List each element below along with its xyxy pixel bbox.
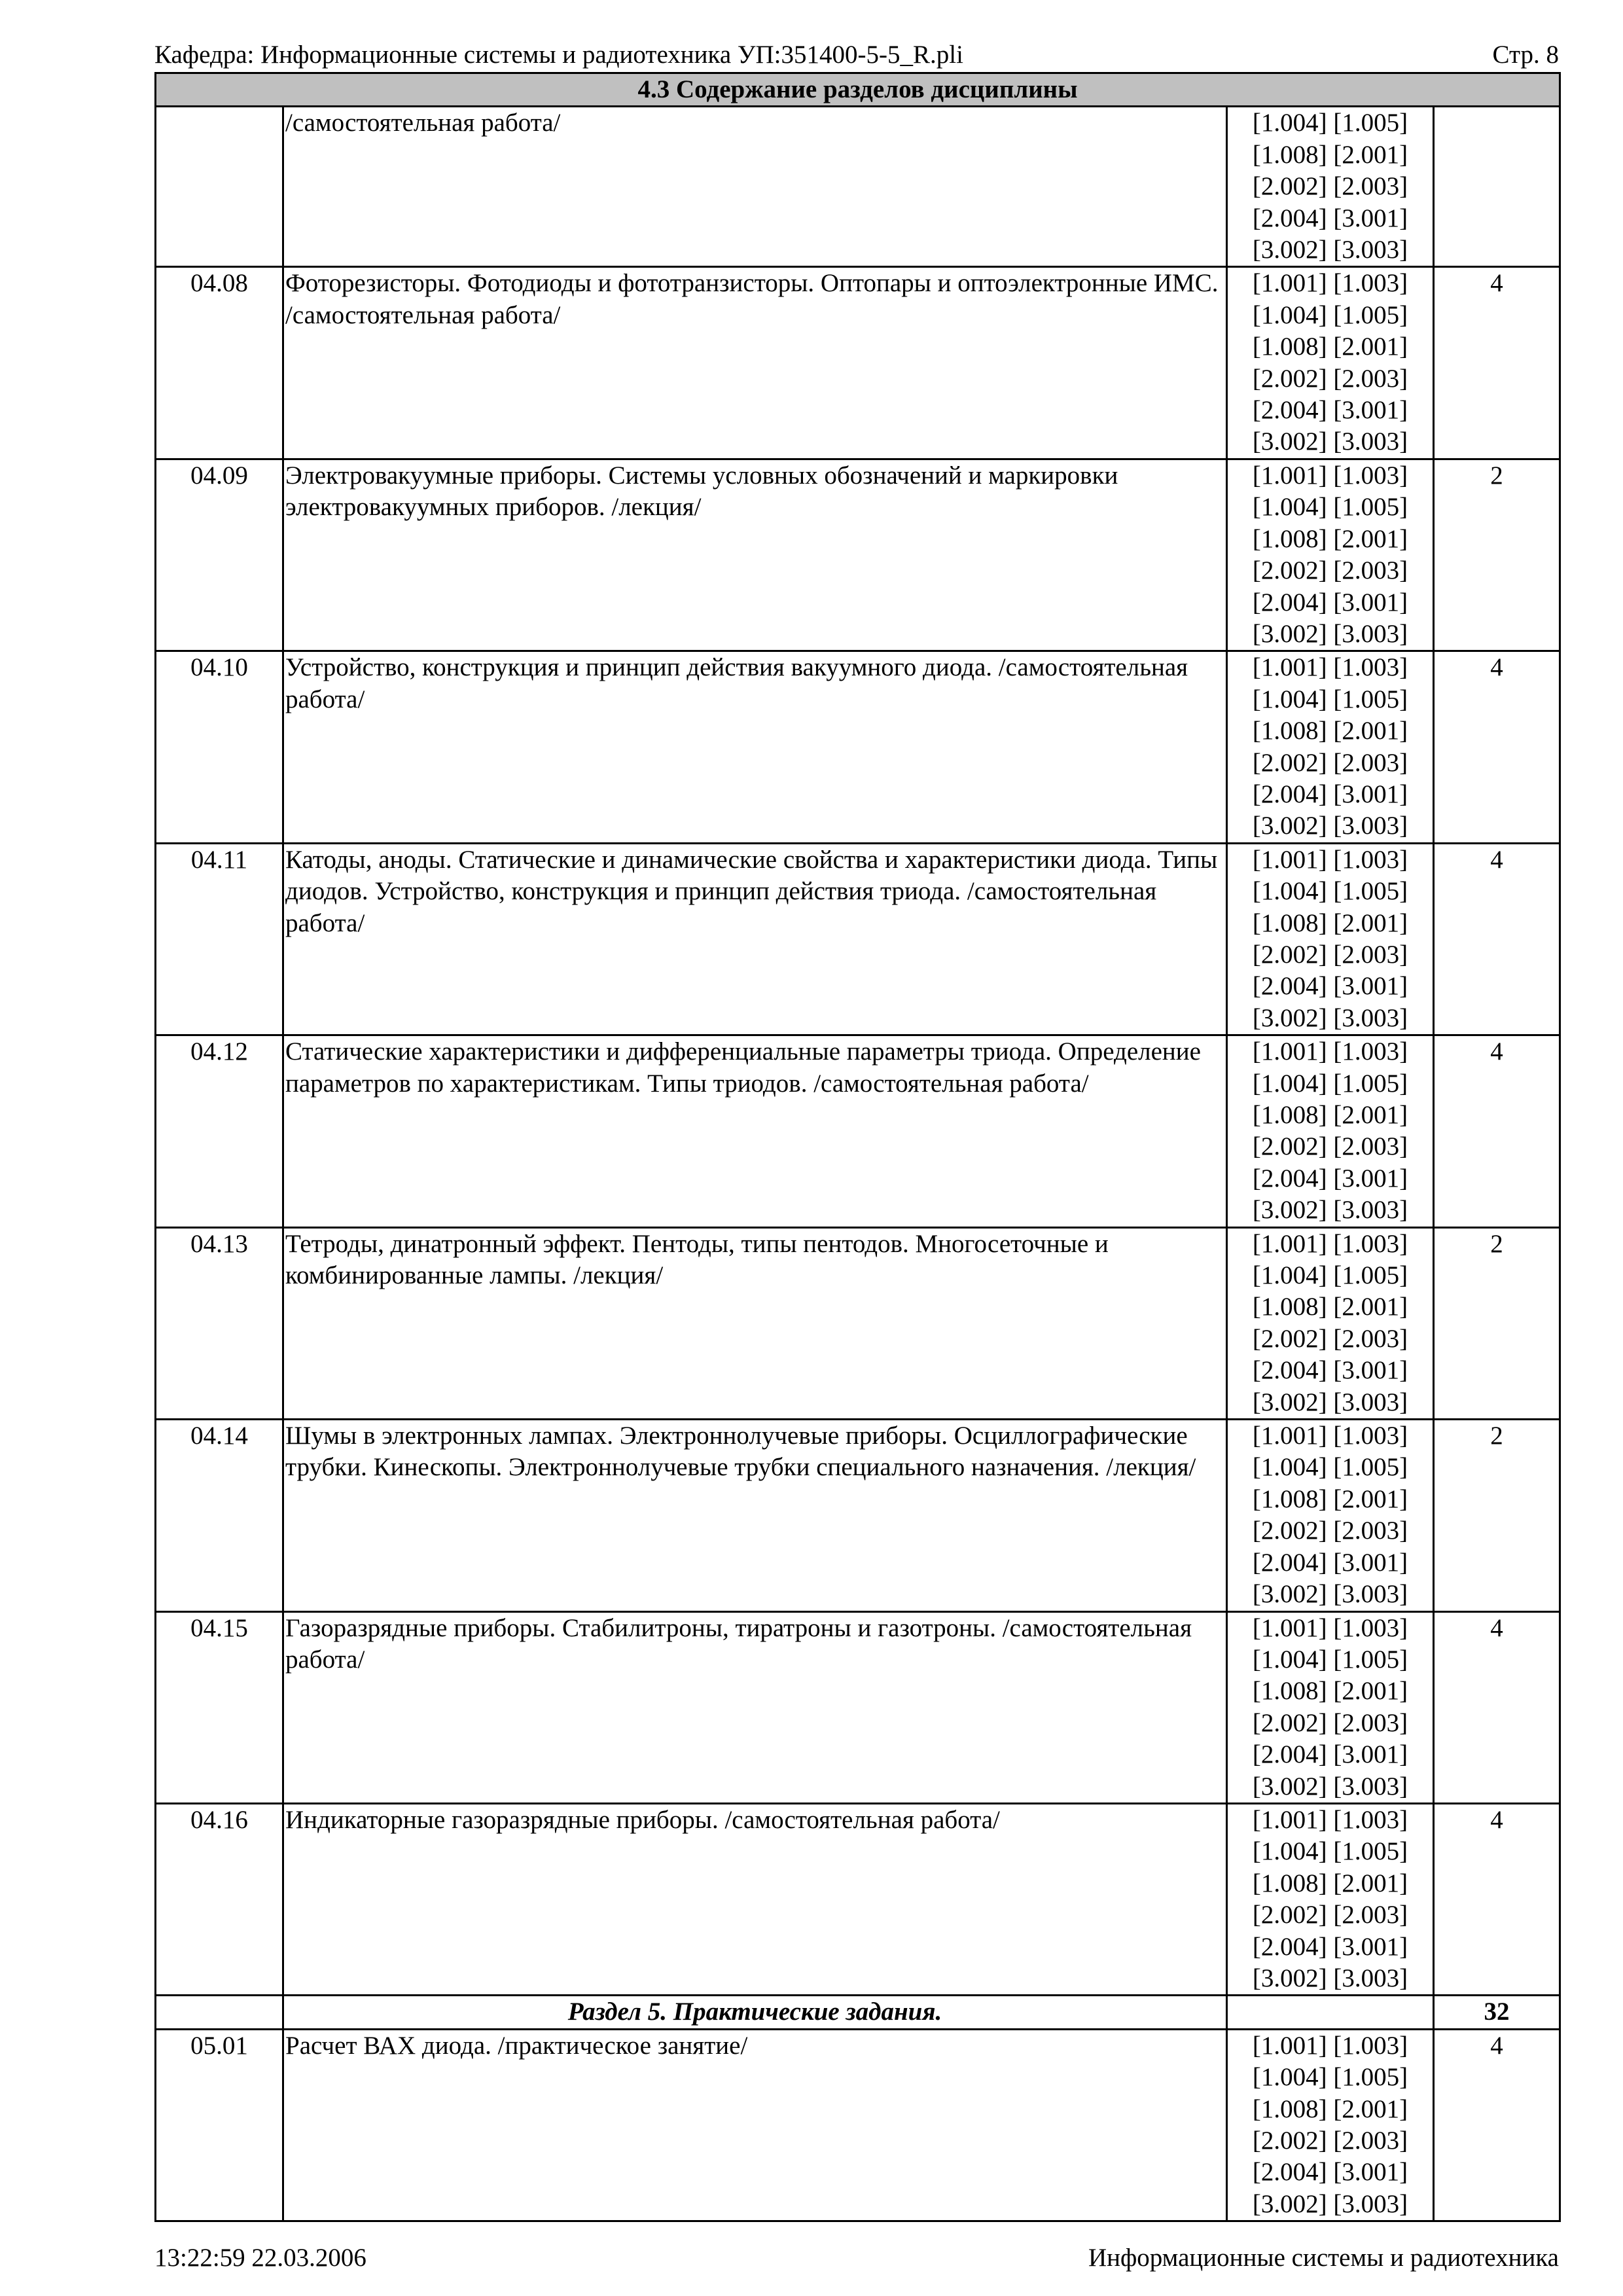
topic-references: [1227, 1227, 1434, 1419]
topic-references: [1227, 1611, 1434, 1803]
content-table: [154, 72, 1561, 2222]
reference-line: [1.001] [1.003]: [1252, 461, 1408, 490]
topic-hours: 4: [1434, 1803, 1560, 1995]
footer-department: Информационные системы и радиотехника: [1088, 2244, 1559, 2272]
table-row: [156, 459, 1560, 651]
topic-code: [156, 107, 283, 267]
reference-line: [1.008] [2.001]: [1252, 332, 1408, 361]
reference-line: [2.004] [3.001]: [1252, 1740, 1408, 1769]
table-row: [156, 1420, 1560, 1611]
topic-description: Статические характеристики и дифференциальные параметры триода. Определение параметров по характеристикам. Типы триодов. /самостоятельная работа/: [283, 1035, 1227, 1227]
reference-line: [2.004] [3.001]: [1252, 2158, 1408, 2187]
reference-line: [1.004] [1.005]: [1252, 1453, 1408, 1482]
reference-line: [1.004] [1.005]: [1252, 300, 1408, 329]
topic-description: Катоды, аноды. Статические и динамические свойства и характеристики диода. Типы диодов. Устройство, конструкция и принцип действия триода. /самостоятельная работа/: [283, 843, 1227, 1035]
reference-line: [3.002] [3.003]: [1252, 1003, 1408, 1032]
reference-line: [2.002] [2.003]: [1252, 940, 1408, 969]
reference-line: [2.004] [3.001]: [1252, 204, 1408, 232]
topic-description: Тетроды, динатронный эффект. Пентоды, типы пентодов. Многосеточные и комбинированные лампы. /лекция/: [283, 1227, 1227, 1419]
footer-timestamp: 13:22:59 22.03.2006: [154, 2244, 366, 2272]
topic-code: 04.13: [156, 1227, 283, 1419]
reference-line: [1.008] [2.001]: [1252, 717, 1408, 745]
topic-hours: 4: [1434, 2029, 1560, 2221]
reference-line: [2.002] [2.003]: [1252, 172, 1408, 201]
reference-line: [1.001] [1.003]: [1252, 1229, 1408, 1258]
reference-line: [1.008] [2.001]: [1252, 1677, 1408, 1706]
reference-line: [1.001] [1.003]: [1252, 1613, 1408, 1642]
topic-hours: 4: [1434, 1611, 1560, 1803]
reference-line: [1.001] [1.003]: [1252, 1037, 1408, 1066]
reference-line: [1.001] [1.003]: [1252, 269, 1408, 298]
topic-references: [1227, 843, 1434, 1035]
topic-code: 04.09: [156, 459, 283, 651]
reference-line: [3.002] [3.003]: [1252, 1580, 1408, 1609]
section-code-empty: [156, 1996, 283, 2029]
topic-code: 05.01: [156, 2029, 283, 2221]
topic-description: Устройство, конструкция и принцип действия вакуумного диода. /самостоятельная работа/: [283, 651, 1227, 843]
topic-hours: 2: [1434, 459, 1560, 651]
topic-description: Шумы в электронных лампах. Электроннолучевые приборы. Осциллографические трубки. Кинескопы. Электроннолучевые трубки специального назначения. /лекция/: [283, 1420, 1227, 1611]
reference-line: [1.008] [2.001]: [1252, 908, 1408, 937]
header-department: Кафедра: Информационные системы и радиотехника УП:351400-5-5_R.pli: [154, 41, 963, 69]
topic-code: 04.16: [156, 1803, 283, 1995]
reference-line: [1.001] [1.003]: [1252, 653, 1408, 682]
topic-description: Газоразрядные приборы. Стабилитроны, тиратроны и газотроны. /самостоятельная работа/: [283, 1611, 1227, 1803]
reference-line: [3.002] [3.003]: [1252, 1964, 1408, 1992]
table-row: [156, 843, 1560, 1035]
section-refs-empty: [1227, 1996, 1434, 2029]
topic-hours: [1434, 107, 1560, 267]
reference-line: [1.004] [1.005]: [1252, 2063, 1408, 2092]
reference-line: [1.001] [1.003]: [1252, 2031, 1408, 2060]
reference-line: [1.004] [1.005]: [1252, 109, 1408, 137]
topic-references: [1227, 2029, 1434, 2221]
topic-description: /самостоятельная работа/: [283, 107, 1227, 267]
topic-code: 04.14: [156, 1420, 283, 1611]
topic-description: Фоторезисторы. Фотодиоды и фототранзисторы. Оптопары и оптоэлектронные ИМС. /самостоятельная работа/: [283, 267, 1227, 459]
topic-hours: 4: [1434, 267, 1560, 459]
reference-line: [2.002] [2.003]: [1252, 556, 1408, 585]
reference-line: [1.001] [1.003]: [1252, 1805, 1408, 1834]
table-row: [156, 267, 1560, 459]
reference-line: [3.002] [3.003]: [1252, 2189, 1408, 2218]
topic-references: [1227, 459, 1434, 651]
reference-line: [2.004] [3.001]: [1252, 1932, 1408, 1961]
page-footer: [154, 2241, 1559, 2275]
topic-hours: 4: [1434, 651, 1560, 843]
section-row: [156, 1996, 1560, 2029]
topic-description: Расчет ВАХ диода. /практическое занятие/: [283, 2029, 1227, 2221]
reference-line: [2.004] [3.001]: [1252, 780, 1408, 808]
reference-line: [1.004] [1.005]: [1252, 1069, 1408, 1098]
reference-line: [2.002] [2.003]: [1252, 1901, 1408, 1929]
topic-references: [1227, 1803, 1434, 1995]
topic-hours: 4: [1434, 843, 1560, 1035]
reference-line: [2.002] [2.003]: [1252, 364, 1408, 393]
reference-line: [1.008] [2.001]: [1252, 1484, 1408, 1513]
table-caption: 4.3 Содержание разделов дисциплины: [156, 73, 1560, 107]
reference-line: [2.004] [3.001]: [1252, 1548, 1408, 1577]
reference-line: [1.004] [1.005]: [1252, 1645, 1408, 1674]
table-row: [156, 1611, 1560, 1803]
reference-line: [3.002] [3.003]: [1252, 1772, 1408, 1801]
reference-line: [1.008] [2.001]: [1252, 1869, 1408, 1897]
table-row: [156, 107, 1560, 267]
table-row: [156, 1803, 1560, 1995]
reference-line: [2.004] [3.001]: [1252, 396, 1408, 425]
topic-references: [1227, 651, 1434, 843]
reference-line: [2.002] [2.003]: [1252, 1516, 1408, 1545]
reference-line: [1.008] [2.001]: [1252, 2094, 1408, 2123]
topic-description: Электровакуумные приборы. Системы условных обозначений и маркировки электровакуумных приборов. /лекция/: [283, 459, 1227, 651]
reference-line: [1.001] [1.003]: [1252, 1422, 1408, 1450]
topic-code: 04.10: [156, 651, 283, 843]
reference-line: [2.002] [2.003]: [1252, 2126, 1408, 2155]
topic-code: 04.12: [156, 1035, 283, 1227]
topic-hours: 4: [1434, 1035, 1560, 1227]
reference-line: [2.002] [2.003]: [1252, 1324, 1408, 1353]
topic-hours: 2: [1434, 1227, 1560, 1419]
reference-line: [3.002] [3.003]: [1252, 1388, 1408, 1416]
reference-line: [3.002] [3.003]: [1252, 236, 1408, 264]
reference-line: [2.004] [3.001]: [1252, 588, 1408, 617]
topic-code: 04.11: [156, 843, 283, 1035]
reference-line: [2.004] [3.001]: [1252, 1164, 1408, 1193]
reference-line: [2.004] [3.001]: [1252, 1356, 1408, 1385]
reference-line: [1.008] [2.001]: [1252, 524, 1408, 553]
topic-references: [1227, 107, 1434, 267]
reference-line: [2.002] [2.003]: [1252, 1708, 1408, 1737]
reference-line: [2.002] [2.003]: [1252, 748, 1408, 777]
reference-line: [3.002] [3.003]: [1252, 1196, 1408, 1225]
topic-code: 04.08: [156, 267, 283, 459]
reference-line: [2.002] [2.003]: [1252, 1132, 1408, 1161]
table-row: [156, 651, 1560, 843]
reference-line: [1.004] [1.005]: [1252, 493, 1408, 522]
topic-code: 04.15: [156, 1611, 283, 1803]
table-row: [156, 1035, 1560, 1227]
reference-line: [3.002] [3.003]: [1252, 812, 1408, 840]
topic-description: Индикаторные газоразрядные приборы. /самостоятельная работа/: [283, 1803, 1227, 1995]
table-row: [156, 2029, 1560, 2221]
reference-line: [1.008] [2.001]: [1252, 1293, 1408, 1321]
reference-line: [1.004] [1.005]: [1252, 685, 1408, 713]
topic-references: [1227, 267, 1434, 459]
header-page-number: Стр. 8: [1492, 41, 1559, 69]
section-title: Раздел 5. Практические задания.: [283, 1996, 1227, 2029]
section-hours: 32: [1434, 1996, 1560, 2029]
reference-line: [1.008] [2.001]: [1252, 1101, 1408, 1129]
topic-references: [1227, 1420, 1434, 1611]
reference-line: [2.004] [3.001]: [1252, 972, 1408, 1001]
page-header: [154, 38, 1559, 72]
reference-line: [3.002] [3.003]: [1252, 619, 1408, 648]
reference-line: [1.004] [1.005]: [1252, 1261, 1408, 1290]
reference-line: [1.004] [1.005]: [1252, 877, 1408, 906]
reference-line: [3.002] [3.003]: [1252, 427, 1408, 456]
reference-line: [1.004] [1.005]: [1252, 1837, 1408, 1866]
reference-line: [1.008] [2.001]: [1252, 140, 1408, 169]
reference-line: [1.001] [1.003]: [1252, 845, 1408, 874]
topic-references: [1227, 1035, 1434, 1227]
table-row: [156, 1227, 1560, 1419]
topic-hours: 2: [1434, 1420, 1560, 1611]
